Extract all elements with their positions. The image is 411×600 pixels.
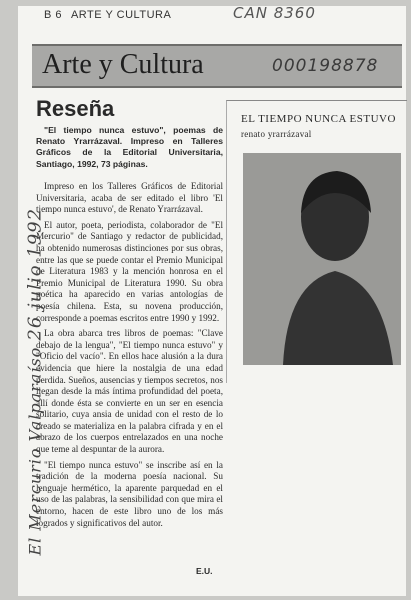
book-cover-box	[226, 100, 407, 383]
article-paragraph: "El tiempo nunca estuvo" se inscribe así en la tradición de la moderna poesía nacional. Su lenguaje hermético, la aparente parquedad en el uso de las palabras, la sensibilidad con que mira el entorno, hacen de este libro uno de los más logrados y significativos del autor.	[36, 459, 223, 528]
handwritten-code: 000198878	[272, 56, 379, 76]
book-author: renato yrarrázaval	[241, 129, 312, 139]
section-label: ARTE Y CULTURA	[70, 9, 172, 21]
author-photo	[243, 153, 401, 365]
article-paragraph: Impreso en los Talleres Gráficos de Editorial Universitaria, acaba de ser editado el libro 'El tiempo nunca estuvo', de Renato Yrarrázaval.	[36, 181, 223, 215]
author-signature: E.U.	[196, 566, 213, 576]
article-body	[36, 181, 223, 533]
article-lead: "El tiempo nunca estuvo", poemas de Renato Yrarrázaval. Impreso en Talleres Gráficos de la Editorial Universitaria, Santiago, 1992, 73 páginas.	[36, 125, 223, 169]
article-paragraph: La obra abarca tres libros de poemas: "Clave debajo de la lengua", "El tiempo nunca estuvo" y "Oficio del vacío". En ellos hace alusión a la dura evidencia que hiere la nostalgia de una edad perdida. Sueños, ausencias y tiempos secretos, nos llegan desde la más íntima profundidad del poeta, allí donde ésta se convierte en un ser en esencia solitario, cuya ansia de unidad con el resto de lo creado se materializa en la palabra cifrada y en el abrazo de los cuerpos entrelazados en una noche que teme al despuntar de la aurora.	[36, 328, 223, 455]
book-title: EL TIEMPO NUNCA ESTUVO	[241, 113, 396, 125]
page-header	[44, 9, 177, 21]
page-number: B 6	[44, 9, 63, 21]
handwritten-date: 26 julio 1992	[24, 207, 46, 341]
handwritten-source: El Mercurio Valparaíso	[25, 346, 45, 556]
article-paragraph: El autor, poeta, periodista, colaborador de "El Mercurio" de Santiago y redactor de publicidad, ha obtenido numerosas distinciones por sus obras, entre las que se puede contar el Premio Municipal de Literatura 1983 y la mención honrosa en el Premio Municipal de Literatura 1990. Su obra poética ha aparecido en varias antologías de poesía chilena. Esta, su novena producción, corresponde a poemas escritos entre 1990 y 1992.	[36, 219, 223, 323]
banner-title: Arte y Cultura	[42, 49, 204, 80]
handwritten-source-note	[25, 186, 46, 556]
article-heading: Reseña	[36, 96, 115, 121]
archive-stamp: CAN 8360	[233, 4, 316, 22]
portrait-silhouette	[243, 153, 401, 365]
section-banner	[32, 44, 402, 88]
